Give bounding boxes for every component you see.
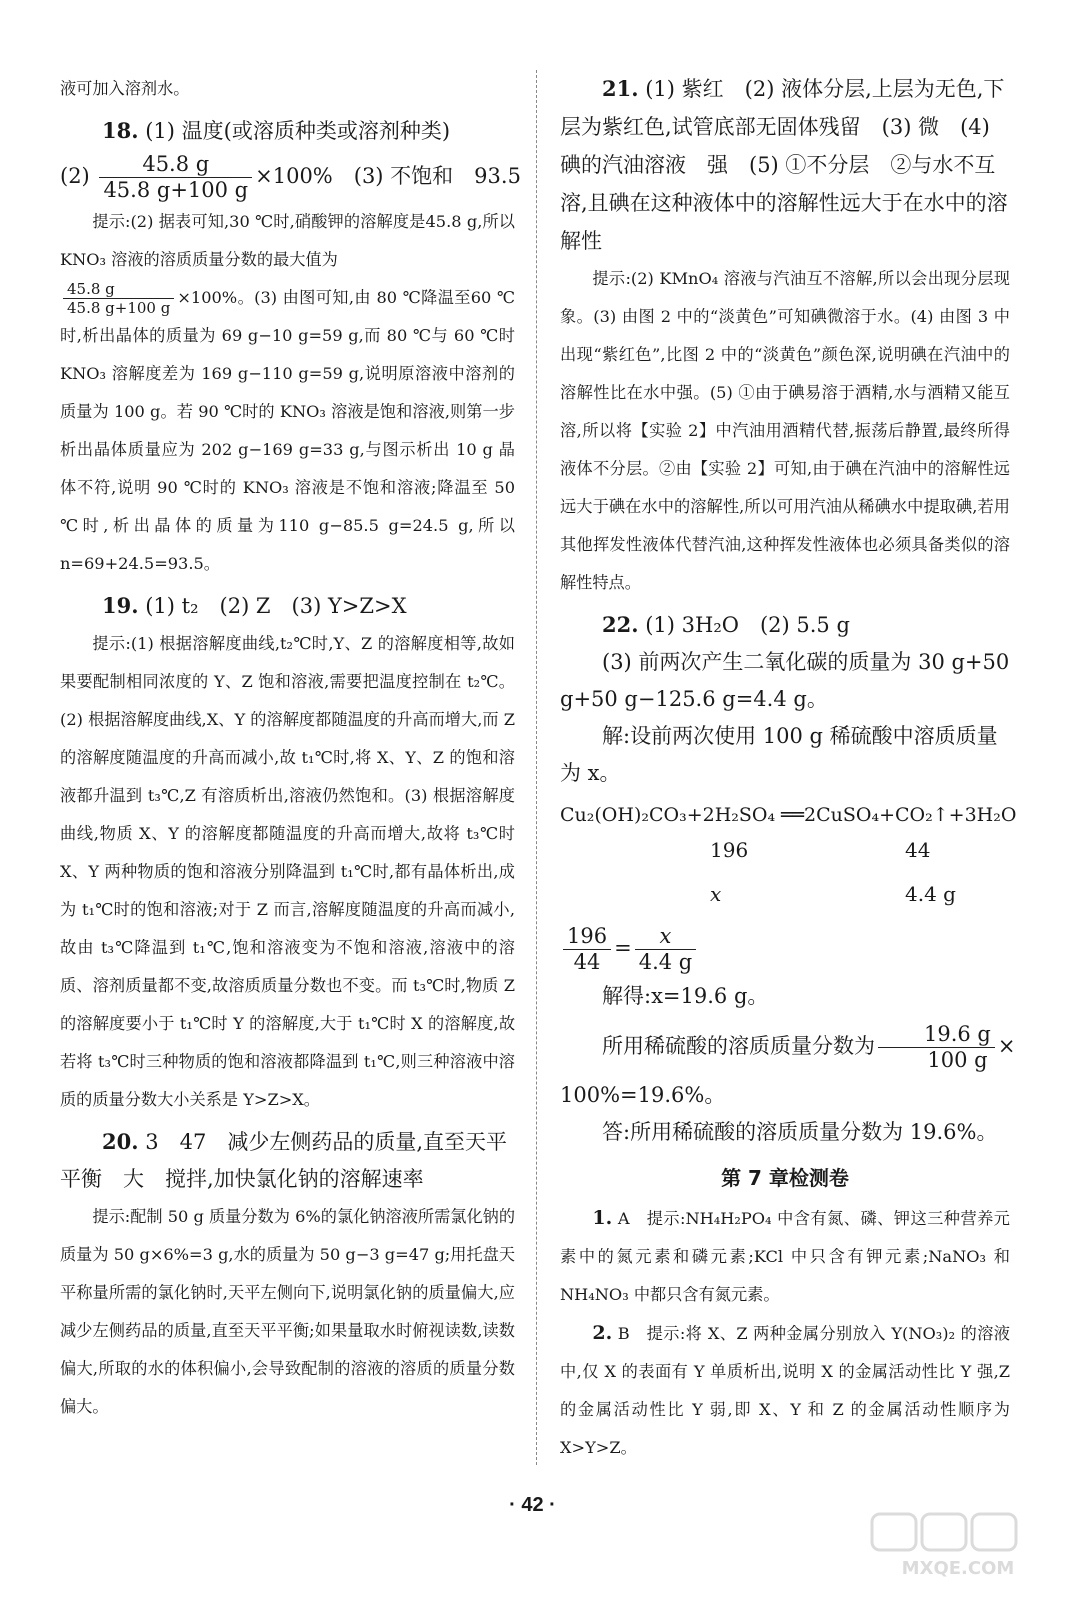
- prop-den-1: 44: [573, 950, 601, 974]
- q18-number: 18.: [102, 118, 139, 143]
- q18-fraction: [99, 152, 252, 203]
- c1-text: A 提示:NH₄H₂PO₄ 中含有氮、磷、钾这三种营养元素中的氮元素和磷元素;KCl 中只含有钾元素;NaNO₃ 和 NH₄NO₃ 中都只含有氮元素。: [560, 1209, 1010, 1304]
- q18-answer-2-prefix: (2): [60, 164, 90, 188]
- q22-frac-den: 100 g: [927, 1048, 988, 1072]
- molar-mass-1: 196: [710, 838, 749, 862]
- q21-hint: 提示:(2) KMnO₄ 溶液与汽油互不溶解,所以会出现分层现象。(3) 由图 2 中的“淡黄色”可知碘微溶于水。(4) 由图 3 中出现“紫红色”,比图 2 中的“淡黄色”颜色深,说明碘在汽油中的溶解性比在水中强。(5) ①由于碘易溶于酒精,水与酒精又能互溶,所以将【实验 2】中汽油用酒精代替,振荡后静置,最终所得液体不分层。②由【实验 2】可知,由于碘在汽油中的溶解性远远大于碘在水中的溶解性,所以可用汽油从稀碘水中提取碘,若用其他挥发性液体代替汽油,这种挥发性液体也必须具备类似的溶解性特点。: [560, 269, 1010, 592]
- question-19: [60, 587, 515, 1119]
- molar-mass-row: [560, 830, 1010, 874]
- prop-num-1: 196: [563, 924, 611, 950]
- q18-hint-frac-den: 45.8 g+100 g: [67, 299, 171, 318]
- q18-hint-frac-num: 45.8 g: [63, 280, 174, 299]
- question-21: [560, 70, 1010, 602]
- left-column: [60, 70, 521, 1426]
- q22-result: 解得:x=19.6 g。: [602, 984, 769, 1008]
- q22-final-answer: 答:所用稀硫酸的溶质质量分数为 19.6%。: [602, 1120, 998, 1144]
- q20-answer: 3 47 减少左侧药品的质量,直至天平平衡 大 搅拌,加快氯化钠的溶解速率: [60, 1130, 507, 1192]
- c2-text: B 提示:将 X、Z 两种金属分别放入 Y(NO₃)₂ 的溶液中,仅 X 的表面有 Y 单质析出,说明 X 的金属活动性比 Y 强,Z 的金属活动性比 Y 弱,即 X、Y 和 Z 的金属活动性顺序为 X>Y>Z。: [560, 1324, 1010, 1457]
- variable-x: x: [710, 882, 722, 906]
- molar-mass-2: 44: [905, 838, 931, 862]
- q18-answer-1: (1) 温度(或溶质种类或溶剂种类): [145, 119, 451, 143]
- proportion-right: [635, 924, 697, 975]
- q19-hint: 提示:(1) 根据溶解度曲线,t₂℃时,Y、Z 的溶解度相等,故如果要配制相同浓度的 Y、Z 饱和溶液,需要把温度控制在 t₂℃。(2) 根据溶解度曲线,X、Y 的溶解度都随温度的升高而增大,而 Z 的溶解度随温度的升高而减小,故 t₁℃时,将 X、Y、Z 的饱和溶液都升温到 t₃℃,Z 有溶质析出,溶液仍然饱和。(3) 根据溶解度曲线,物质 X、Y 的溶解度都随温度的升高而增大,故将 t₃℃时 X、Y 两种物质的饱和溶液分别降温到 t₁℃时,都有晶体析出,成为 t₁℃时的饱和溶液;对于 Z 而言,溶解度随温度的升高而减小,故由 t₃℃降温到 t₁℃,饱和溶液变为不饱和溶液,溶液中的溶质、溶剂质量都不变,故溶质质量分数也不变。而 t₃℃时,物质 Z 的溶解度要小于 t₁℃时 Y 的溶解度,大于 t₁℃时 X 的溶解度,故若将 t₃℃时三种物质的饱和溶液都降温到 t₁℃,则三种溶液中溶质的质量分数大小关系是 Y>Z>X。: [60, 634, 515, 1110]
- q18-frac-den: 45.8 g+100 g: [103, 178, 249, 202]
- q21-number: 21.: [602, 76, 639, 101]
- q22-solve: 解:设前两次使用 100 g 稀硫酸中溶质质量为 x。: [560, 724, 998, 785]
- question-18: [60, 112, 521, 583]
- c1-number: 1.: [592, 1207, 613, 1229]
- q22-frac-num: 19.6 g: [878, 1022, 995, 1048]
- q22-answer-1: (1) 3H₂O (2) 5.5 g: [645, 613, 850, 637]
- q20-number: 20.: [102, 1129, 139, 1155]
- q22-fraction: [878, 1022, 995, 1073]
- c2-number: 2.: [592, 1322, 613, 1344]
- mass-co2: 4.4 g: [905, 882, 956, 906]
- page-number: · 42 ·: [509, 1494, 556, 1516]
- q18-hint-fraction: [63, 280, 174, 317]
- question-20: [60, 1123, 515, 1426]
- continued-text: 液可加入溶剂水。: [60, 79, 190, 98]
- q22-fraction-text: 所用稀硫酸的溶质质量分数为: [602, 1034, 875, 1058]
- q18-hint-1: 提示:(2) 据表可知,30 ℃时,硝酸钾的溶解度是45.8 g,所以 KNO₃ 溶液的溶质质量分数的最大值为: [60, 212, 515, 270]
- q22-answer-3: (3) 前两次产生二氧化碳的质量为 30 g+50 g+50 g−125.6 g=4.4 g。: [560, 650, 1010, 711]
- right-column: [560, 70, 1017, 1467]
- variable-row: [560, 874, 1010, 918]
- proportion-left: [563, 924, 611, 975]
- question-22: 22. (1) 3H₂O (2) 5.5 g (3) 前两次产生二氧化碳的质量为 30 g+50 g+50 g−125.6 g=4.4 g。 解:设前两次使用 100 g 稀硫酸中溶质质量为 x。 Cu₂(OH)₂CO₃+2H₂SO₄ ══2CuSO₄+CO₂↑+3H₂O 196 44 x 4.4 g $\frac{196}{44}$ = $\frac{x}{4.4 g}$ 解得:x=19.6 g。 所用稀硫酸的溶质质量分数为 $\frac{19.6 g}{100 g}$ × 100%=19.6%。 答:所用稀硫酸的溶质质量分数为 19.6%。: [560, 606, 1010, 1151]
- chemical-equation: Cu₂(OH)₂CO₃+2H₂SO₄ ══2CuSO₄+CO₂↑+3H₂O: [560, 804, 1017, 826]
- q18-answer-2: ×100% (3) 不饱和 93.5: [255, 164, 521, 188]
- q19-answer: (1) t₂ (2) Z (3) Y>Z>X: [145, 594, 407, 619]
- q18-hint-2: ×100%。(3) 由图可知,由 80 ℃降温至60 ℃时,析出晶体的质量为 69 g−10 g=59 g,而 80 ℃与 60 ℃时 KNO₃ 溶解度差为 169 g−110 g=59 g,说明原溶液中溶剂的质量为 100 g。若 90 ℃时的 KNO₃ 溶液是饱和溶液,则第一步析出晶体质量应为 202 g−169 g=33 g,与图示析出 10 g 晶体不符,说明 90 ℃时的 KNO₃ 溶液是不饱和溶液;降温至 50 ℃时,析出晶体的质量为110 g−85.5 g=24.5 g,所以 n=69+24.5=93.5。: [60, 288, 515, 574]
- q22-number: 22.: [602, 612, 639, 637]
- column-divider: [536, 70, 537, 1465]
- q22-percent: 100%=19.6%。: [560, 1083, 726, 1107]
- q18-frac-num: 45.8 g: [99, 152, 252, 178]
- section-title: 第 7 章检测卷: [721, 1166, 849, 1190]
- q22-times: ×: [997, 1034, 1016, 1058]
- watermark-text: MXQE.COM: [901, 1558, 1015, 1579]
- prop-num-2: x: [635, 924, 697, 950]
- q19-number: 19.: [102, 593, 139, 619]
- q21-answer: (1) 紫红 (2) 液体分层,上层为无色,下层为紫红色,试管底部无固体残留 (3) 微 (4) 碘的汽油溶液 强 (5) ①不分层 ②与水不互溶,且碘在这种液体中的溶解性远大于在水中的溶解性: [560, 77, 1008, 253]
- q20-hint: 提示:配制 50 g 质量分数为 6%的氯化钠溶液所需氯化钠的质量为 50 g×6%=3 g,水的质量为 50 g−3 g=47 g;用托盘天平称量所需的氯化钠时,天平左侧向下,说明氯化钠的质量偏大,应减少左侧药品的质量,直至天平平衡;如果量取水时俯视读数,读数偏大,所取的水的体积偏小,会导致配制的溶液的溶质的质量分数偏大。: [60, 1207, 516, 1417]
- watermark-logo: [868, 1510, 1048, 1580]
- prop-den-2: 4.4 g: [638, 950, 693, 974]
